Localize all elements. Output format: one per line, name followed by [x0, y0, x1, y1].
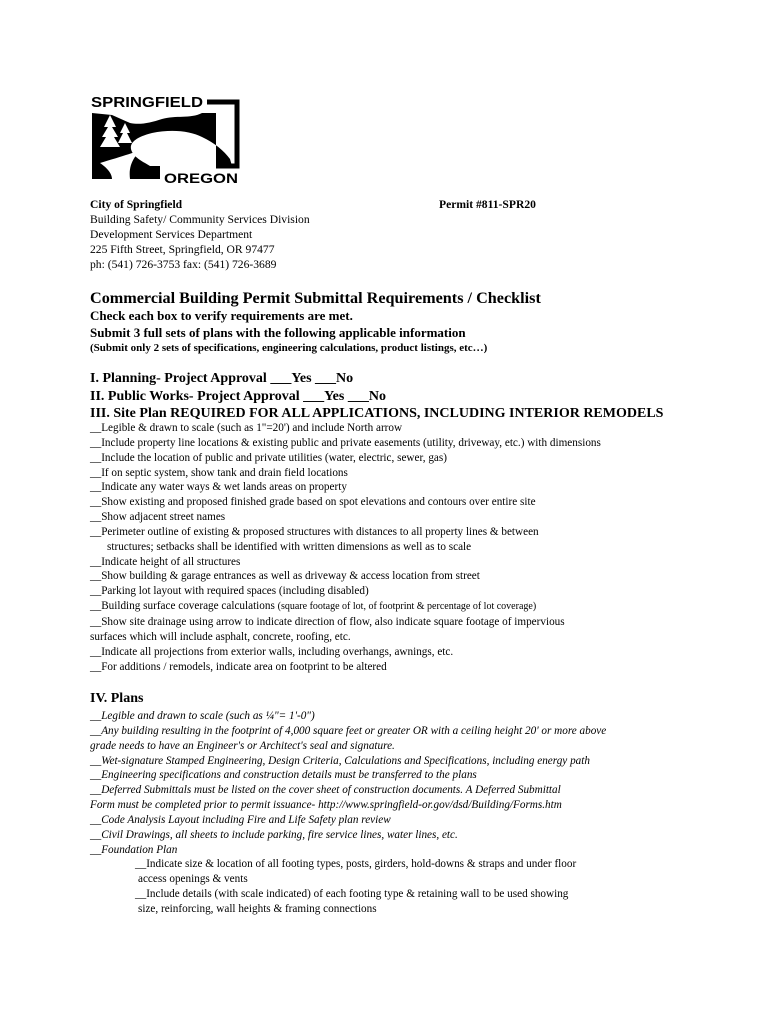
list-item: __Show existing and proposed finished grade based on spot elevations and contours over entire site	[90, 496, 536, 509]
springfield-oregon-logo	[90, 93, 242, 186]
list-item-continued: size, reinforcing, wall heights & framing connections	[138, 902, 377, 915]
division-name: Building Safety/ Community Services Division	[90, 213, 310, 226]
list-item-continued: surfaces which will include asphalt, concrete, roofing, etc.	[90, 630, 351, 643]
plans-checklist	[90, 709, 606, 857]
list-item: __Foundation Plan	[90, 843, 178, 856]
logo-top-text: SPRINGFIELD	[91, 95, 203, 111]
permit-number: Permit #811-SPR20	[439, 198, 536, 211]
list-item: __Legible and drawn to scale (such as ¼"= 1'-0")	[90, 710, 315, 722]
list-item: __Indicate all projections from exterior walls, including overhangs, awnings, etc.	[90, 645, 454, 658]
list-item: __Parking lot layout with required spaces (including disabled)	[90, 585, 369, 598]
plans-heading: IV. Plans	[90, 691, 144, 706]
list-item: __Legible & drawn to scale (such as 1"=20') and include North arrow	[90, 422, 403, 434]
list-item: __If on septic system, show tank and drain field locations	[90, 466, 348, 479]
instruction-submit: Submit 3 full sets of plans with the following applicable information	[90, 325, 466, 340]
page-title: Commercial Building Permit Submittal Requirements / Checklist	[90, 289, 541, 307]
public-works-approval: II. Public Works- Project Approval ___Yes ___No	[90, 388, 386, 404]
list-item: __Any building resulting in the footprint of 4,000 square feet or greater OR with a ceiling height 20' or more above	[90, 724, 607, 737]
list-item: __Perimeter outline of existing & proposed structures with distances to all property lines & between	[90, 525, 539, 538]
list-item: __For additions / remodels, indicate area on footprint to be altered	[90, 660, 387, 673]
list-item: __Show site drainage using arrow to indicate direction of flow, also indicate square footage of impervious	[90, 615, 565, 628]
phone-fax: ph: (541) 726-3753 fax: (541) 726-3689	[90, 258, 277, 271]
instruction-check: Check each box to verify requirements are met.	[90, 308, 353, 323]
site-plan-heading: III. Site Plan REQUIRED FOR ALL APPLICATIONS, INCLUDING INTERIOR REMODELS	[90, 406, 664, 421]
list-item: __Show adjacent street names	[90, 511, 226, 524]
list-item-continued: grade needs to have an Engineer's or Architect's seal and signature.	[90, 739, 395, 752]
list-item: __Deferred Submittals must be listed on the cover sheet of construction documents. A Deferred Submittal	[90, 784, 561, 797]
instructions	[90, 307, 466, 341]
list-item: __Include details (with scale indicated) of each footing type & retaining wall to be used showing	[135, 887, 569, 900]
list-item: __Engineering specifications and construction details must be transferred to the plans	[90, 769, 477, 782]
list-item: __Indicate height of all structures	[90, 555, 241, 568]
list-item: __Civil Drawings, all sheets to include parking, fire service lines, water lines, etc.	[90, 828, 458, 841]
list-item-continued: access openings & vents	[138, 872, 248, 885]
instruction-note: (Submit only 2 sets of specifications, engineering calculations, product listings, etc…)	[90, 342, 488, 354]
address-block	[90, 197, 310, 272]
list-item-note: (square footage of lot, of footprint & percentage of lot coverage)	[277, 601, 537, 613]
site-plan-checklist	[90, 421, 601, 674]
list-item: __Show building & garage entrances as well as driveway & access location from street	[90, 570, 480, 583]
planning-approval: I. Planning- Project Approval ___Yes ___No	[90, 371, 354, 386]
section-headings	[90, 370, 663, 423]
logo-bottom-text: OREGON	[164, 171, 238, 186]
list-item-continued: Form must be completed prior to permit issuance- http://www.springfield-or.gov/dsd/Building/Forms.htm	[90, 799, 562, 812]
list-item: __Indicate size & location of all footing types, posts, girders, hold-downs & straps and under floor	[135, 858, 577, 870]
list-item: __Include the location of public and private utilities (water, electric, sewer, gas)	[90, 451, 447, 464]
list-item-text: __Building surface coverage calculations	[90, 600, 275, 613]
list-item: __Code Analysis Layout including Fire and Life Safety plan review	[90, 813, 391, 826]
street-address: 225 Fifth Street, Springfield, OR 97477	[90, 243, 275, 256]
list-item: __Wet-signature Stamped Engineering, Design Criteria, Calculations and Specifications, including energy path	[90, 754, 590, 767]
list-item-continued: structures; setbacks shall be identified with written dimensions as well as to scale	[107, 540, 472, 553]
department-name: Development Services Department	[90, 228, 253, 241]
list-item	[90, 599, 601, 615]
list-item: __Indicate any water ways & wet lands areas on property	[90, 481, 347, 494]
list-item: __Include property line locations & existing public and private easements (utility, driveway, etc.) with dimensions	[90, 436, 601, 449]
foundation-checklist	[135, 857, 576, 916]
city-name: City of Springfield	[90, 198, 183, 211]
